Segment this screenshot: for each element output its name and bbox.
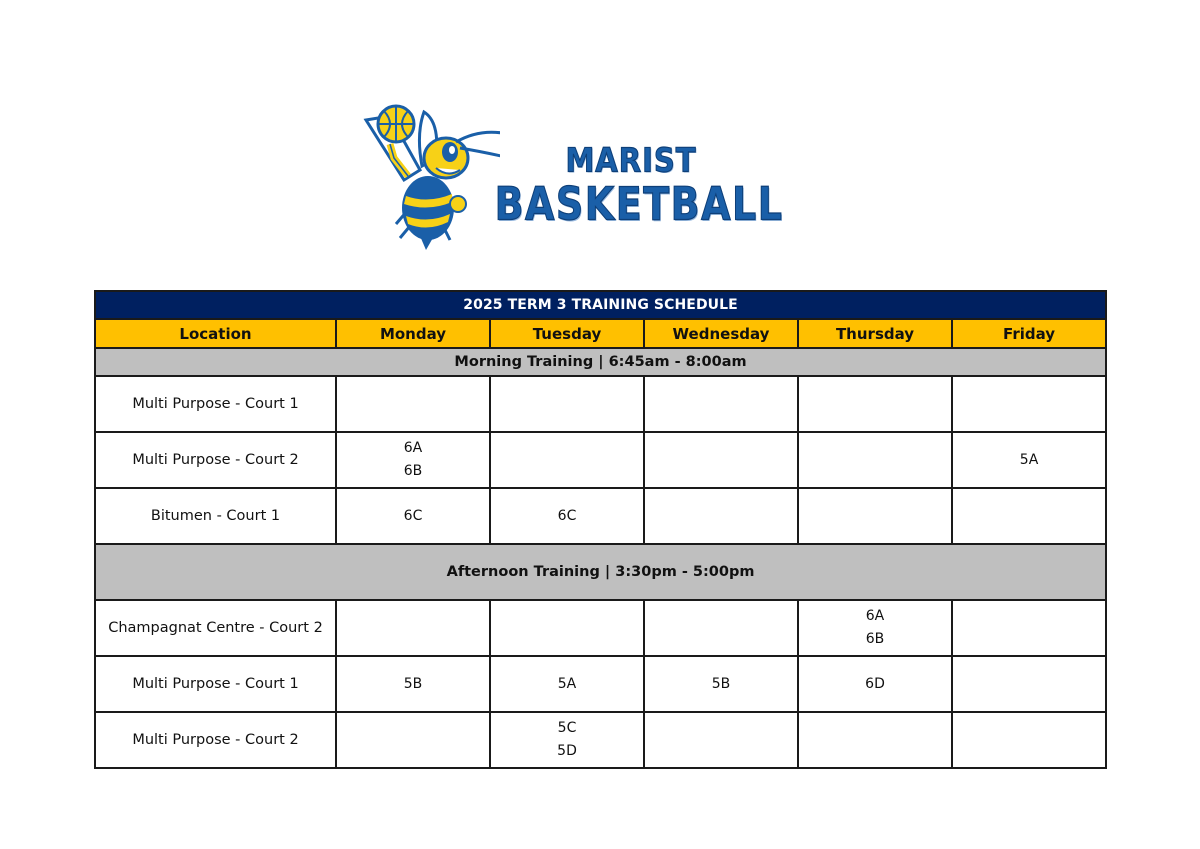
team-label: 6B — [865, 631, 885, 647]
schedule-cell-thursday — [798, 376, 952, 432]
training-schedule-table — [94, 290, 1107, 769]
location-cell: Multi Purpose - Court 2 — [95, 432, 336, 488]
schedule-cell-tuesday — [490, 376, 644, 432]
schedule-cell-monday — [336, 432, 490, 488]
schedule-cell-wednesday — [644, 656, 798, 712]
schedule-cell-wednesday — [644, 488, 798, 544]
schedule-cell-tuesday — [490, 656, 644, 712]
schedule-cell-friday — [952, 600, 1106, 656]
schedule-cell-tuesday — [490, 488, 644, 544]
marist-basketball-logo — [360, 100, 790, 250]
header-tuesday: Tuesday — [490, 319, 644, 348]
table-row — [95, 376, 1106, 432]
wordmark-basketball: BASKETBALL — [494, 177, 784, 231]
schedule-cell-monday — [336, 488, 490, 544]
section-band — [95, 544, 1106, 600]
table-row — [95, 656, 1106, 712]
team-label: 6A — [403, 440, 423, 456]
schedule-cell-thursday — [798, 488, 952, 544]
team-label: 6C — [557, 507, 577, 524]
header-friday: Friday — [952, 319, 1106, 348]
schedule-cell-monday — [336, 600, 490, 656]
schedule-cell-wednesday — [644, 712, 798, 768]
section-label: Morning Training | 6:45am - 8:00am — [95, 348, 1106, 376]
schedule-cell-wednesday — [644, 600, 798, 656]
table-row — [95, 712, 1106, 768]
schedule-cell-monday — [336, 712, 490, 768]
schedule-cell-monday — [336, 656, 490, 712]
header-location: Location — [95, 319, 336, 348]
team-label: 5C — [557, 720, 577, 736]
table-header-row — [95, 319, 1106, 348]
team-label: 5A — [1019, 451, 1039, 468]
table-title-row — [95, 291, 1106, 319]
table-title: 2025 TERM 3 TRAINING SCHEDULE — [95, 291, 1106, 319]
team-label: 5A — [557, 675, 577, 692]
location-cell: Multi Purpose - Court 1 — [95, 656, 336, 712]
table-body — [95, 348, 1106, 768]
header-monday: Monday — [336, 319, 490, 348]
table-row — [95, 600, 1106, 656]
wordmark-marist: MARIST — [565, 140, 697, 180]
schedule-cell-tuesday — [490, 712, 644, 768]
section-band — [95, 348, 1106, 376]
header-thursday: Thursday — [798, 319, 952, 348]
table-row — [95, 488, 1106, 544]
location-cell: Multi Purpose - Court 2 — [95, 712, 336, 768]
table-row — [95, 432, 1106, 488]
schedule-cell-monday — [336, 376, 490, 432]
schedule-cell-tuesday — [490, 432, 644, 488]
schedule-cell-wednesday — [644, 376, 798, 432]
schedule-cell-friday — [952, 712, 1106, 768]
team-label: 6B — [403, 463, 423, 479]
location-cell: Multi Purpose - Court 1 — [95, 376, 336, 432]
schedule-cell-friday — [952, 488, 1106, 544]
team-label: 5B — [711, 675, 731, 692]
schedule-cell-tuesday — [490, 600, 644, 656]
schedule-cell-friday — [952, 376, 1106, 432]
location-cell: Bitumen - Court 1 — [95, 488, 336, 544]
schedule-cell-thursday — [798, 600, 952, 656]
team-label: 5B — [403, 675, 423, 692]
schedule-cell-wednesday — [644, 432, 798, 488]
schedule-cell-friday — [952, 656, 1106, 712]
schedule-cell-friday — [952, 432, 1106, 488]
schedule-cell-thursday — [798, 712, 952, 768]
schedule-cell-thursday — [798, 656, 952, 712]
team-label: 6D — [865, 675, 885, 692]
header-wednesday: Wednesday — [644, 319, 798, 348]
team-label: 6A — [865, 608, 885, 624]
team-label: 5D — [557, 743, 577, 759]
wordmark — [494, 140, 784, 231]
schedule-cell-thursday — [798, 432, 952, 488]
section-label: Afternoon Training | 3:30pm - 5:00pm — [95, 544, 1106, 600]
team-label: 6C — [403, 507, 423, 524]
location-cell: Champagnat Centre - Court 2 — [95, 600, 336, 656]
